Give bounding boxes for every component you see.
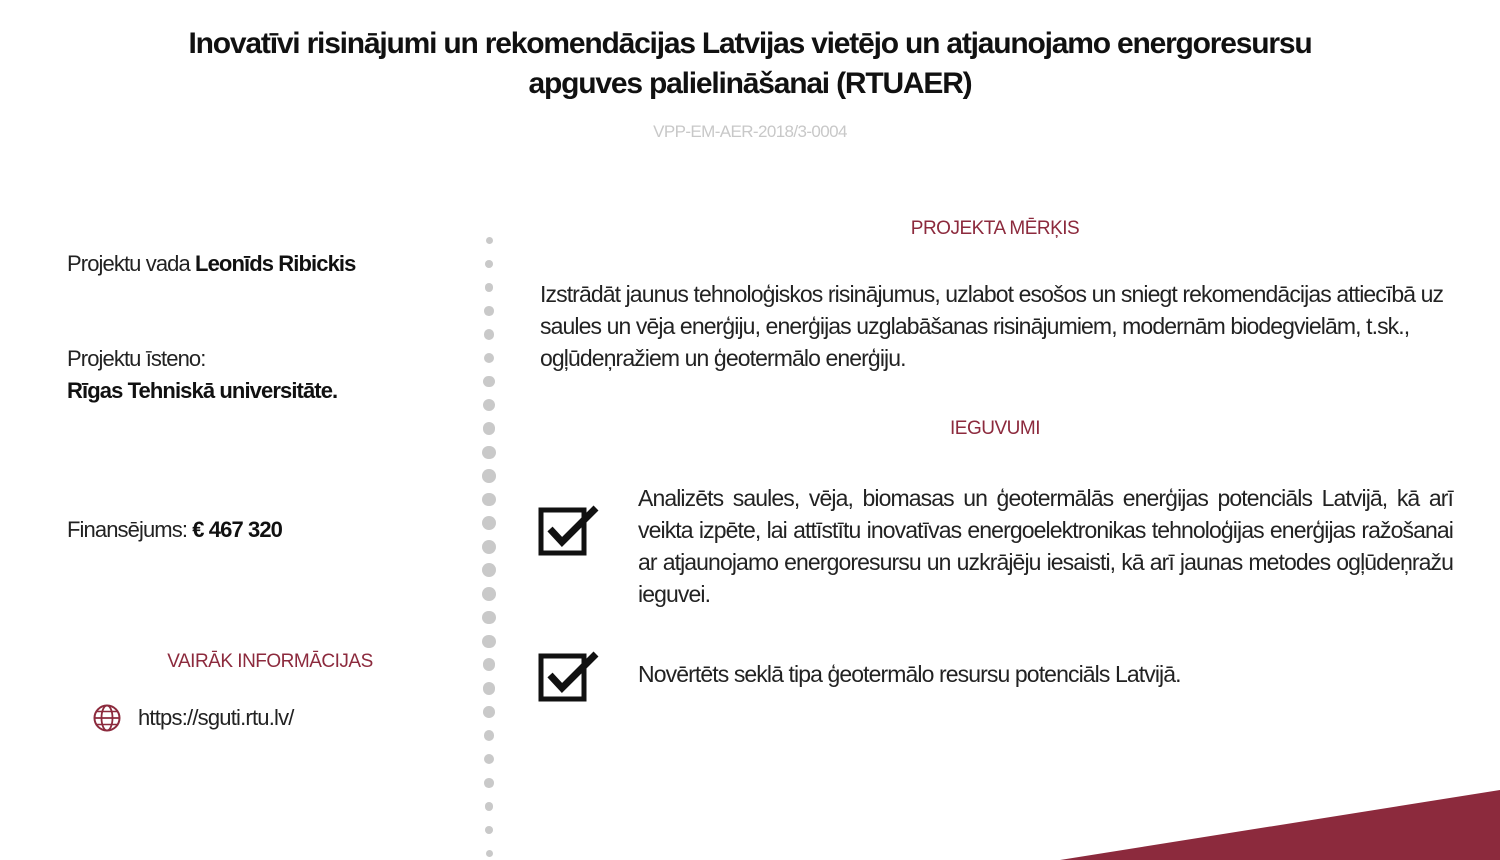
divider-dot [483,399,495,411]
project-funding [67,514,282,546]
divider-dot [485,260,493,268]
divider-dot [483,658,496,671]
divider-dot [482,469,496,483]
decorative-corner-wedge [1060,790,1500,860]
divider-dot [482,516,496,530]
divider-dot [485,802,494,811]
divider-dot [486,237,493,244]
project-funding-value: € 467 320 [192,517,283,542]
divider-dot [484,730,495,741]
divider-dot [484,754,494,764]
divider-dot [484,778,493,787]
project-goal-text: Izstrādāt jaunus tehnoloģiskos risinājumus, uzlabot esošos un sniegt rekomendācijas attiecībā uz saules un vēja enerģiju, enerģijas uzglabāšanas risinājumiem, modernām biodegvielām, t.sk., ogļūdeņražiem un ģeotermālo enerģiju. [540,281,1444,371]
checkbox-checked-icon [538,504,600,556]
project-website-url: https://sguti.rtu.lv/ [138,705,294,730]
more-info-heading: VAIRĀK INFORMĀCIJAS [167,651,373,672]
divider-dot [485,283,494,292]
divider-dot [483,682,495,694]
benefits-heading: IEGUVUMI [950,418,1040,439]
project-title-line1: Inovatīvi risinājumi un rekomendācijas Latvijas vietējo un atjaunojamo energoresursu [188,27,1312,60]
project-code: VPP-EM-AER-2018/3-0004 [653,122,847,141]
benefit-item [538,482,1454,612]
divider-dot [483,422,496,435]
divider-dot [484,306,493,315]
divider-dot [482,563,496,577]
divider-dot [483,706,495,718]
benefit-text: Analizēts saules, vēja, biomasas un ģeotermālās enerģijas potenciāls Latvijā, kā arī veikta izpēte, lai attīstītu inovatīvas energoelektronikas tehnoloģijas enerģijas ražošanai ar atjaunojamo energoresursu un uzkrājēju iesaisti, kā arī jaunas metodes ogļūdeņražu ieguvei. [638,485,1453,607]
project-leader [67,248,355,280]
divider-dot [482,540,496,554]
project-implementer [67,343,337,407]
divider-dot [485,826,493,834]
project-title-line2: apguves palielināšanai (RTUAER) [528,67,972,100]
divider-dot [482,635,495,648]
project-funding-label: Finansējums: [67,517,188,542]
divider-dot [482,446,495,459]
project-leader-name: Leonīds Ribickis [195,251,356,276]
project-goal-heading: PROJEKTA MĒRĶIS [910,218,1080,239]
project-website-link[interactable] [92,703,294,733]
project-implementer-name: Rīgas Tehniskā universitāte. [67,378,338,403]
divider-dot [482,587,496,601]
project-implementer-label: Projektu īsteno: [67,346,206,371]
benefit-item [538,646,1454,706]
column-divider-dots [489,240,490,860]
benefit-text: Novērtēts seklā tipa ģeotermālo resursu potenciāls Latvijā. [638,661,1181,687]
project-title [80,24,1420,104]
divider-dot [482,493,496,507]
divider-dot [484,353,495,364]
globe-icon [92,703,122,733]
divider-dot [484,329,494,339]
checkbox-checked-icon [538,650,600,702]
project-leader-label: Projektu vada [67,251,190,276]
divider-dot [482,611,496,625]
divider-dot [486,850,493,857]
divider-dot [483,376,495,388]
